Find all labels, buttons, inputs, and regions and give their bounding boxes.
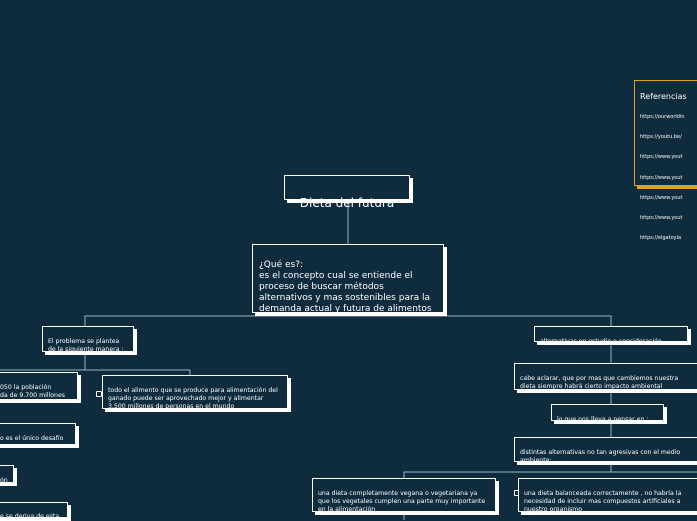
population-node[interactable] bbox=[0, 372, 78, 400]
reference-link[interactable]: https://youtu.be/ bbox=[640, 134, 682, 141]
challenge-text: o es el único desafío bbox=[0, 435, 64, 442]
references-node[interactable] bbox=[634, 80, 697, 242]
livestock-text: todo el alimento que se produce para alimentación del ganado puede ser aprovechado mejor y alimentar 3.500 millones de personas en el mundo bbox=[108, 387, 278, 410]
central-topic-label: Dieta del futura bbox=[299, 196, 395, 210]
livestock-node[interactable] bbox=[102, 375, 288, 409]
references-title: Referencias bbox=[640, 92, 687, 101]
balanced-node[interactable] bbox=[518, 478, 697, 512]
think-text: lo que nos lleva a pensar en : bbox=[557, 416, 649, 423]
options-text: distintas alternativas no tan agresivas con el medio ambiente: bbox=[520, 449, 681, 464]
reference-link[interactable]: https://elgatoyla bbox=[640, 235, 682, 242]
reference-link[interactable]: https://ourworldin bbox=[640, 114, 685, 120]
derived-node[interactable] bbox=[0, 502, 68, 518]
problem-node[interactable] bbox=[42, 326, 134, 352]
definition-node[interactable] bbox=[252, 244, 444, 313]
central-topic[interactable] bbox=[284, 175, 410, 210]
reference-link[interactable]: https://www.yout bbox=[640, 174, 683, 181]
reference-link[interactable]: https://www.yout bbox=[640, 194, 683, 201]
reference-link[interactable]: https://www.yout bbox=[640, 154, 683, 161]
alternatives-text: alternativas en estudio o consideración bbox=[540, 338, 662, 345]
vegan-text: una dieta completamente vegana o vegetariana ya que los vegetales cumplen una parte muy importante en la alimentación bbox=[318, 490, 486, 513]
clarify-node[interactable] bbox=[514, 363, 697, 390]
balanced-text: una dieta balanceada correctamente , no habría la necesidad de incluir mas compuestos artificiales a nuestro organismo bbox=[524, 490, 682, 513]
challenge-node[interactable] bbox=[0, 423, 76, 445]
alternatives-node[interactable] bbox=[534, 326, 688, 345]
clarify-text: cabe aclarar, que por mas que cambiemos nuestra dieta siempre habrá cierto impacto ambiental bbox=[520, 375, 679, 390]
fragment-node[interactable] bbox=[0, 465, 14, 483]
reference-link[interactable]: https://www.yout bbox=[640, 215, 683, 222]
population-text: 050 la población da de 9.700 millones bbox=[0, 384, 65, 399]
definition-text: ¿Qué es?: es el concepto cual se entiende el proceso de buscar métodos alternativos y mas sostenibles para la demanda actual y futura de alimentos bbox=[259, 260, 432, 314]
options-node[interactable] bbox=[514, 437, 697, 462]
fragment-text: ón bbox=[0, 477, 8, 484]
vegan-node[interactable] bbox=[312, 478, 496, 512]
derived-text: e se deriva de esta bbox=[0, 513, 60, 520]
think-node[interactable] bbox=[551, 404, 664, 421]
problem-text: El problema se plantea de la siguiente manera : bbox=[48, 338, 124, 353]
